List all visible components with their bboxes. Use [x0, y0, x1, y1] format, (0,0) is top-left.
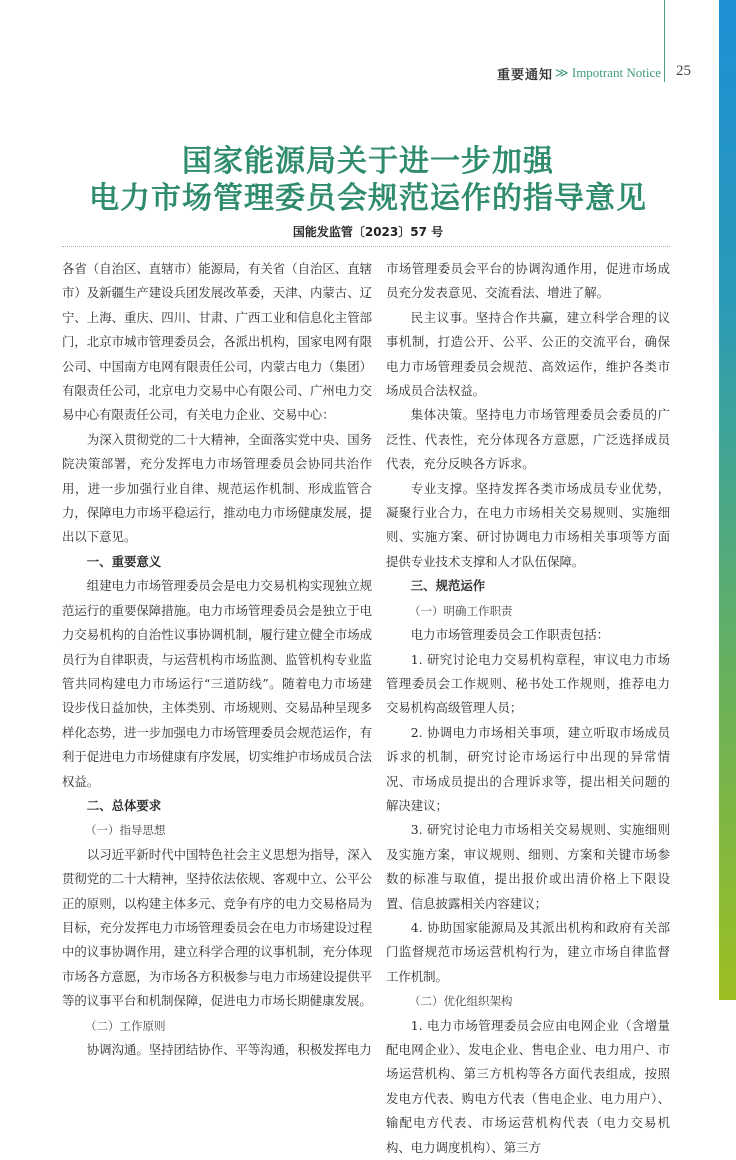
right-column — [386, 257, 670, 1160]
subsection-heading: （一）指导思想 — [85, 823, 166, 838]
paragraph: 以习近平新时代中国特色社会主义思想为指导，深入贯彻党的二十大精神，坚持依法依规、客观中立、公平公正的原则，以构建主体多元、竞争有序的电力交易格局为目标，充分发挥电力市场管理委员会在电力市场建设过程中的议事协调作用，建立科学合理的议事机制，充分体现市场各方意愿，为市场各方积极参与电力市场建设提供平等的议事平台和机制保障，促进电力市场长期健康发展。 — [62, 846, 372, 1009]
section-heading: 三、规范运作 — [410, 578, 486, 594]
paragraph: 协调沟通。坚持团结协作、平等沟通，积极发挥电力 — [86, 1042, 372, 1057]
paragraph: 集体决策。坚持电力市场管理委员会委员的广泛性、代表性，充分体现各方意愿，广泛选择成员代表，充分反映各方诉求。 — [386, 407, 670, 472]
paragraph: 3. 研究讨论电力市场相关交易规则、实施细则及实施方案，审议规则、细则、方案和关键市场参数的标准与取值，提出报价或出清价格上下限设置、信息披露相关内容建议； — [386, 822, 670, 911]
page-number: 25 — [676, 63, 691, 79]
paragraph: 市场管理委员会平台的协调沟通作用，促进市场成员充分发表意见、交流看法、增进了解。 — [386, 261, 670, 301]
dotted-divider — [62, 246, 670, 247]
title-line-1: 国家能源局关于进一步加强 — [182, 144, 554, 179]
section-label-en: ≫ Impotrant Notice — [555, 65, 662, 80]
header-divider — [664, 0, 665, 82]
subsection-heading: （二）优化组织架构 — [409, 994, 513, 1009]
paragraph: 各省（自治区、直辖市）能源局，有关省（自治区、直辖市）及新疆生产建设兵团发展改革委，天津、内蒙古、辽宁、上海、重庆、四川、甘肃、广西工业和信息化主管部门，北京市城市管理委员会，各派出机构，国家电网有限公司、中国南方电网有限责任公司，内蒙古电力（集团）有限责任公司，北京电力交易中心有限公司、广州电力交易中心有限责任公司，有关电力企业、交易中心： — [62, 261, 372, 423]
paragraph: 民主议事。坚持合作共赢，建立科学合理的议事机制，打造公开、公平、公正的交流平台，确保电力市场管理委员会规范、高效运作，维护各类市场成员合法权益。 — [386, 309, 670, 399]
paragraph: 2. 协调电力市场相关事项，建立听取市场成员诉求的机制，研究讨论市场运行中出现的异常情况、市场成员提出的合理诉求等，提出相关问题的解决建议； — [386, 724, 670, 813]
document-number: 国能发监管〔2023〕57 号 — [292, 225, 444, 239]
paragraph: 为深入贯彻党的二十大精神，全面落实党中央、国务院决策部署，充分发挥电力市场管理委员会协同共治作用，进一步加强行业自律、规范运作机制、形成监管合力，保障电力市场平稳运行，推动电力市场健康发展，提出以下意见。 — [62, 431, 372, 545]
paragraph: 电力市场管理委员会工作职责包括： — [410, 627, 610, 643]
section-heading: 一、重要意义 — [86, 553, 162, 569]
title-line-2: 电力市场管理委员会规范运作的指导意见 — [89, 181, 647, 216]
paragraph: 1. 电力市场管理委员会应由电网企业（含增量配电网企业）、发电企业、售电企业、电力用户、市场运营机构、第三方机构等各方面代表组成，按照发电方代表、购电方代表（售电企业、电力用户）、输配电方代表、市场运营机构代表（电力交易机构、电力调度机构）、第三方 — [386, 1017, 670, 1155]
subsection-heading: （一）明确工作职责 — [409, 603, 513, 618]
subsection-heading: （二）工作原则 — [85, 1018, 166, 1033]
left-column — [62, 257, 372, 1062]
paragraph: 1. 研究讨论电力交易机构章程，审议电力市场管理委员会工作规则、秘书处工作规则，推荐电力交易机构高级管理人员； — [386, 651, 670, 716]
section-label: 重要通知 — [497, 68, 554, 83]
section-heading: 二、总体要求 — [86, 797, 162, 813]
paragraph: 4. 协助国家能源局及其派出机构和政府有关部门监督规范市场运营机构行为，建立市场自律监督工作机制。 — [386, 919, 670, 984]
paragraph: 专业支撑。坚持发挥各类市场成员专业优势，凝聚行业合力，在电力市场相关交易规则、实施细则、实施方案、研讨协调电力市场相关事项等方面提供专业技术支撑和人才队伍保障。 — [386, 480, 670, 569]
paragraph: 组建电力市场管理委员会是电力交易机构实现独立规范运行的重要保障措施。电力市场管理委员会是独立于电力交易机构的自治性议事协调机制，履行建立健全市场成员行为自律职责，与运营机构市场监测、监管机构专业监管共同构建电力市场运行“三道防线”。随着电力市场建设步伐日益加快，主体类别、市场规则、交易品种呈现多样化态势，进一步加强电力市场管理委员会规范运作，有利于促进电力市场健康有序发展，切实维护市场成员合法权益。 — [62, 578, 372, 789]
